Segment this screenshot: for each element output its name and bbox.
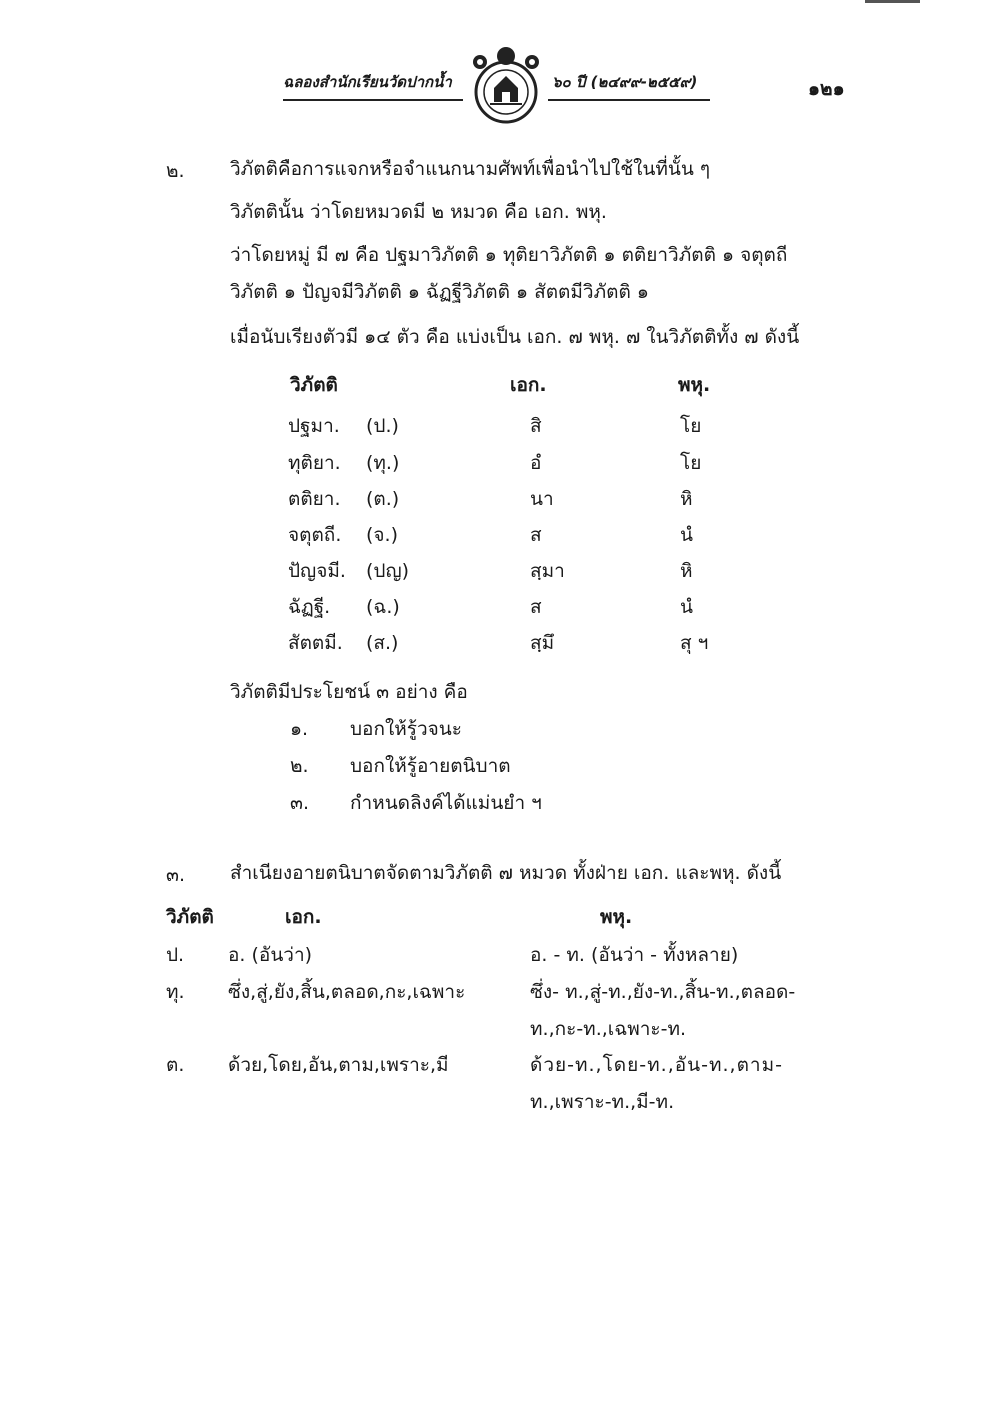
row-abbr: (ป.) — [366, 415, 399, 437]
benefit-text: กำหนดลิงค์ได้แม่นยำ ฯ — [350, 792, 542, 814]
section-2-kinds-line1: ว่าโดยหมู่ มี ๗ คือ ปฐมาวิภัตติ ๑ ทุติยาวิภัตติ ๑ ตติยาวิภัตติ ๑ จตุตถี — [230, 244, 788, 266]
section-3-header-bahu: พหุ. — [600, 906, 633, 928]
temple-seal-logo — [460, 40, 552, 132]
table-header-vibhatti: วิภัตติ — [290, 374, 338, 396]
benefit-text: บอกให้รู้อายตนิบาต — [350, 755, 511, 777]
row-name: ปัญจมี. — [288, 560, 346, 582]
row-abbr: ทุ. — [166, 981, 185, 1003]
page-number: ๑๒๑ — [808, 78, 845, 100]
benefits-title: วิภัตติมีประโยชน์ ๓ อย่าง คือ — [230, 681, 468, 703]
row-name: จตุตถี. — [288, 524, 342, 546]
row-bahu: นํ — [680, 524, 693, 546]
row-abbr: (ต.) — [366, 488, 400, 510]
benefit-number: ๑. — [290, 718, 309, 740]
header-right-title: ๖๐ ปี (๒๔๙๙-๒๕๕๙) — [552, 73, 698, 91]
row-bahu-line1: อ. - ท. (อันว่า - ทั้งหลาย) — [530, 944, 739, 966]
row-name: ทุติยา. — [288, 452, 341, 474]
row-eka: นา — [530, 488, 554, 510]
benefit-number: ๒. — [290, 755, 309, 777]
row-name: สัตตมี. — [288, 632, 343, 654]
row-abbr: ต. — [166, 1054, 185, 1076]
row-bahu: หิ — [680, 560, 693, 582]
section-2-kinds-line2: วิภัตติ ๑ ปัญจมีวิภัตติ ๑ ฉัฏฐีวิภัตติ ๑ สัตตมีวิภัตติ ๑ — [230, 281, 649, 303]
section-2-number: ๒. — [166, 160, 185, 182]
header-rule-left — [283, 99, 463, 101]
section-2-intro: วิภัตติคือการแจกหรือจำแนกนามศัพท์เพื่อนำไปใช้ในที่นั้น ๆ — [230, 158, 711, 180]
row-bahu: นํ — [680, 596, 693, 618]
row-abbr: (จ.) — [366, 524, 398, 546]
header-rule-right — [548, 99, 710, 101]
section-3-header-eka: เอก. — [285, 906, 322, 928]
section-2-groups: วิภัตตินั้น ว่าโดยหมวดมี ๒ หมวด คือ เอก. พหุ. — [230, 201, 607, 223]
row-name: ตติยา. — [288, 488, 341, 510]
scan-edge-mark — [865, 0, 920, 3]
table-header-eka: เอก. — [510, 374, 547, 396]
row-eka: สฺมึ — [530, 632, 555, 654]
benefit-text: บอกให้รู้วจนะ — [350, 718, 462, 740]
row-bahu: สุ ฯ — [680, 632, 709, 654]
row-eka: สฺมา — [530, 560, 565, 582]
row-eka: ซึ่ง,สู่,ยัง,สิ้น,ตลอด,กะ,เฉพาะ — [228, 981, 466, 1003]
header-left-title: ฉลองสำนักเรียนวัดปากน้ำ — [283, 73, 452, 91]
row-abbr: (ส.) — [366, 632, 399, 654]
row-bahu-line1: ด้วย-ท.,โดย-ท.,อัน-ท.,ตาม- — [530, 1054, 783, 1076]
row-eka: อ. (อันว่า) — [228, 944, 313, 966]
table-header-bahu: พหุ. — [678, 374, 711, 396]
row-eka: ด้วย,โดย,อัน,ตาม,เพราะ,มี — [228, 1054, 449, 1076]
section-3-header-vibhatti: วิภัตติ — [166, 906, 214, 928]
row-bahu: โย — [680, 452, 702, 474]
row-bahu-line1: ซึ่ง- ท.,สู่-ท.,ยัง-ท.,สิ้น-ท.,ตลอด- — [530, 981, 796, 1003]
section-3-number: ๓. — [166, 864, 186, 886]
row-eka: ส — [530, 524, 542, 546]
row-bahu-line2: ท.,กะ-ท.,เฉพาะ-ท. — [530, 1018, 687, 1040]
row-eka: สิ — [530, 415, 542, 437]
row-name: ฉัฏฐี. — [288, 596, 331, 618]
row-bahu: โย — [680, 415, 702, 437]
row-name: ปฐมา. — [288, 415, 340, 437]
row-abbr: ป. — [166, 944, 185, 966]
section-2-count: เมื่อนับเรียงตัวมี ๑๔ ตัว คือ แบ่งเป็น เอก. ๗ พหุ. ๗ ในวิภัตติทั้ง ๗ ดังนี้ — [230, 326, 800, 348]
row-eka: ส — [530, 596, 542, 618]
section-3-intro: สำเนียงอายตนิบาตจัดตามวิภัตติ ๗ หมวด ทั้งฝ่าย เอก. และพหุ. ดังนี้ — [230, 862, 782, 884]
row-bahu-line2: ท.,เพราะ-ท.,มี-ท. — [530, 1091, 675, 1113]
row-eka: อํ — [530, 452, 542, 474]
row-bahu: หิ — [680, 488, 693, 510]
benefit-number: ๓. — [290, 792, 310, 814]
row-abbr: (ทุ.) — [366, 452, 400, 474]
row-abbr: (ปญ) — [366, 560, 410, 582]
row-abbr: (ฉ.) — [366, 596, 400, 618]
